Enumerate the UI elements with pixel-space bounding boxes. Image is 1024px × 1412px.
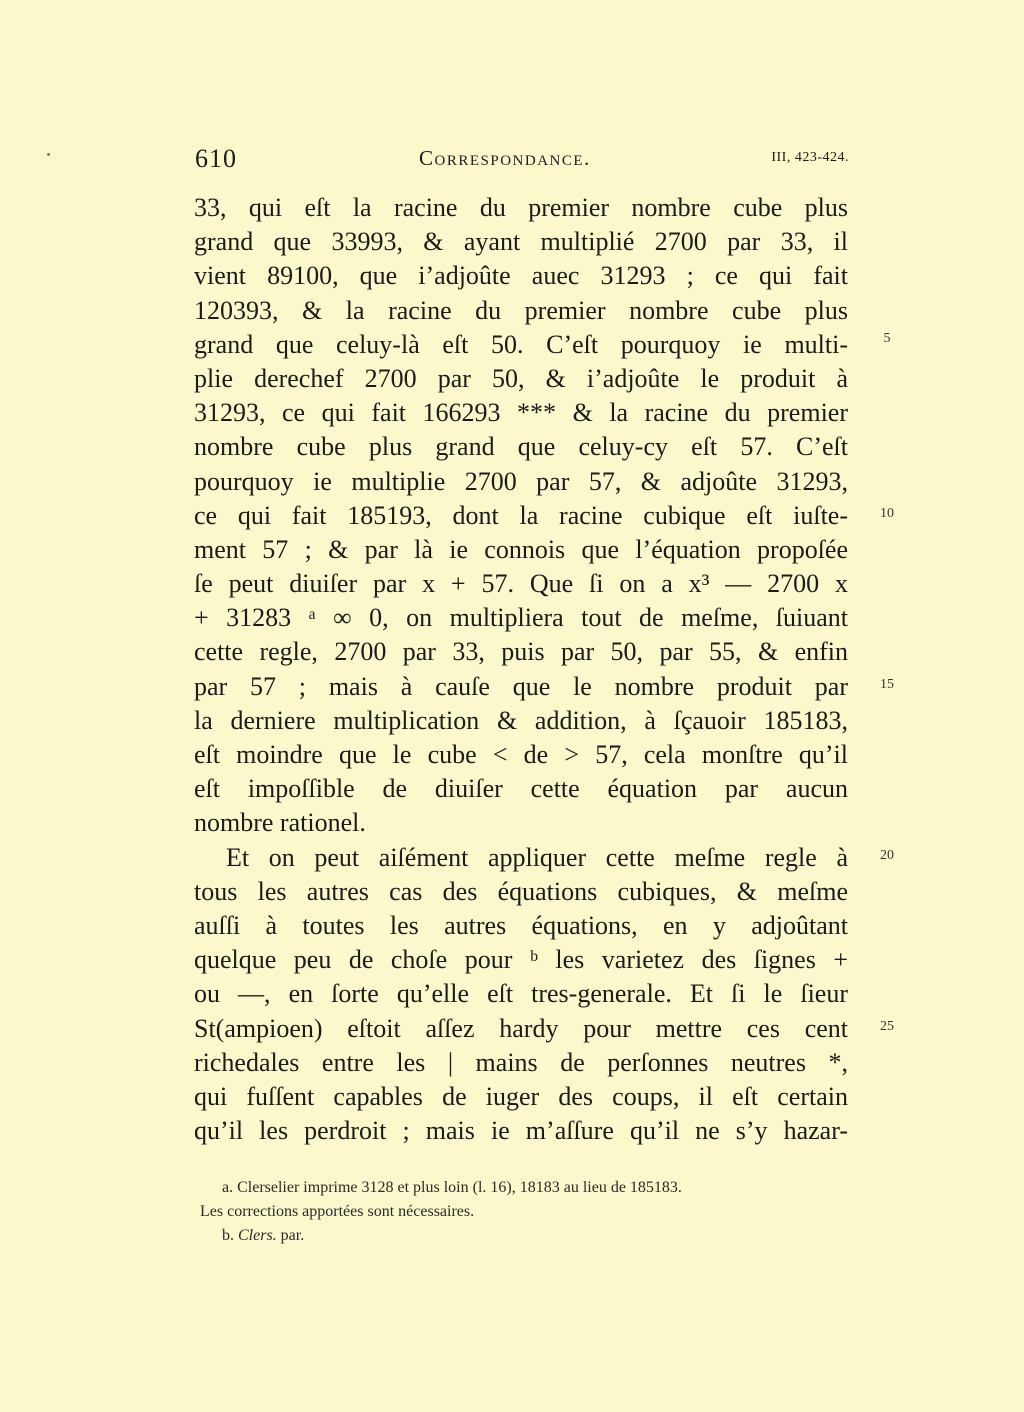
running-title: Correspondance.: [419, 146, 591, 170]
text-line: grand que celuy-là eſt 50. C’eſt pourquoy ie multi-: [194, 329, 848, 359]
line-number: 5: [883, 331, 891, 346]
text-line: grand que 33993, & ayant multiplié 2700 par 33, il: [194, 227, 848, 257]
text-line: St(ampioen) eſtoit aſſez hardy pour mettre ces cent: [194, 1013, 848, 1043]
page-number: 610: [195, 144, 237, 173]
text-line: ce qui fait 185193, dont la racine cubique eſt iuſte-: [194, 500, 848, 530]
text-line: 33, qui eſt la racine du premier nombre cube plus: [194, 193, 848, 222]
text-line: nombre rationel.: [194, 808, 366, 838]
text-line: 31293, ce qui fait 166293 *** & la racine du premier: [194, 398, 848, 428]
footnote-b-text: par.: [276, 1227, 305, 1244]
footnote-a: a. Clerselier imprime 3128 et plus loin (l. 16), 18183 au lieu de 185183.: [222, 1179, 682, 1196]
text-line: nombre cube plus grand que celuy-cy eſt 57. C’eſt: [194, 432, 848, 462]
text-line: Et on peut aiſément appliquer cette meſme regle à: [226, 842, 848, 872]
text-line: ou —, en ſorte qu’elle eſt tres-generale. Et ſi le ſieur: [194, 979, 848, 1009]
footnote-a-continuation: Les corrections apportées sont nécessaires.: [200, 1203, 475, 1220]
text-line: ment 57 ; & par là ie connois que l’équation propoſée: [194, 534, 848, 564]
text-line: 120393, & la racine du premier nombre cube plus: [194, 295, 848, 325]
text-line: vient 89100, que i’adjoûte auec 31293 ; ce qui fait: [194, 261, 848, 291]
text-line: eſt moindre que le cube < de > 57, cela monſtre qu’il: [194, 740, 848, 769]
scan-speck: [47, 153, 50, 156]
running-header: [193, 140, 849, 174]
footnote-b: [200, 1224, 860, 1248]
text-line: cette regle, 2700 par 33, puis par 50, par 55, & enfin: [194, 637, 848, 667]
text-line: qu’il les perdroit ; mais ie m’aſſure qu’il ne s’y hazar-: [194, 1116, 848, 1146]
line-number: 25: [880, 1019, 894, 1034]
footnotes: [200, 1176, 860, 1248]
text-line: auſſi à toutes les autres équations, en y adjoûtant: [194, 910, 848, 940]
volume-reference: III, 423-424.: [771, 150, 849, 165]
text-line: eſt impoſſible de diuiſer cette équation par aucun: [194, 774, 848, 804]
text-line: plie derechef 2700 par 50, & i’adjoûte le produit à: [194, 363, 848, 393]
text-line: richedales entre les | mains de perſonnes neutres *,: [194, 1047, 848, 1077]
footnote-b-source: Clers.: [238, 1227, 277, 1244]
text-line: pourquoy ie multiplie 2700 par 57, & adjoûte 31293,: [194, 466, 848, 496]
body-text: [194, 191, 848, 1148]
text-line: quelque peu de choſe pour ᵇ les varietez des ſignes +: [194, 945, 848, 975]
line-number: 20: [880, 848, 894, 863]
footnote-b-marker: b.: [222, 1227, 238, 1244]
line-number: 15: [880, 677, 894, 692]
text-line: par 57 ; mais à cauſe que le nombre produit par: [194, 671, 848, 701]
text-line: + 31283 ᵃ ∞ 0, on multipliera tout de meſme, ſuiuant: [194, 603, 848, 633]
line-number: 10: [880, 506, 894, 521]
text-line: tous les autres cas des équations cubiques, & meſme: [194, 876, 848, 906]
text-line: qui fuſſent capables de iuger des coups, il eſt certain: [194, 1081, 848, 1111]
text-line: ſe peut diuiſer par x + 57. Que ſi on a x³ — 2700 x: [194, 569, 848, 599]
text-line: la derniere multiplication & addition, à ſçauoir 185183,: [194, 705, 848, 735]
